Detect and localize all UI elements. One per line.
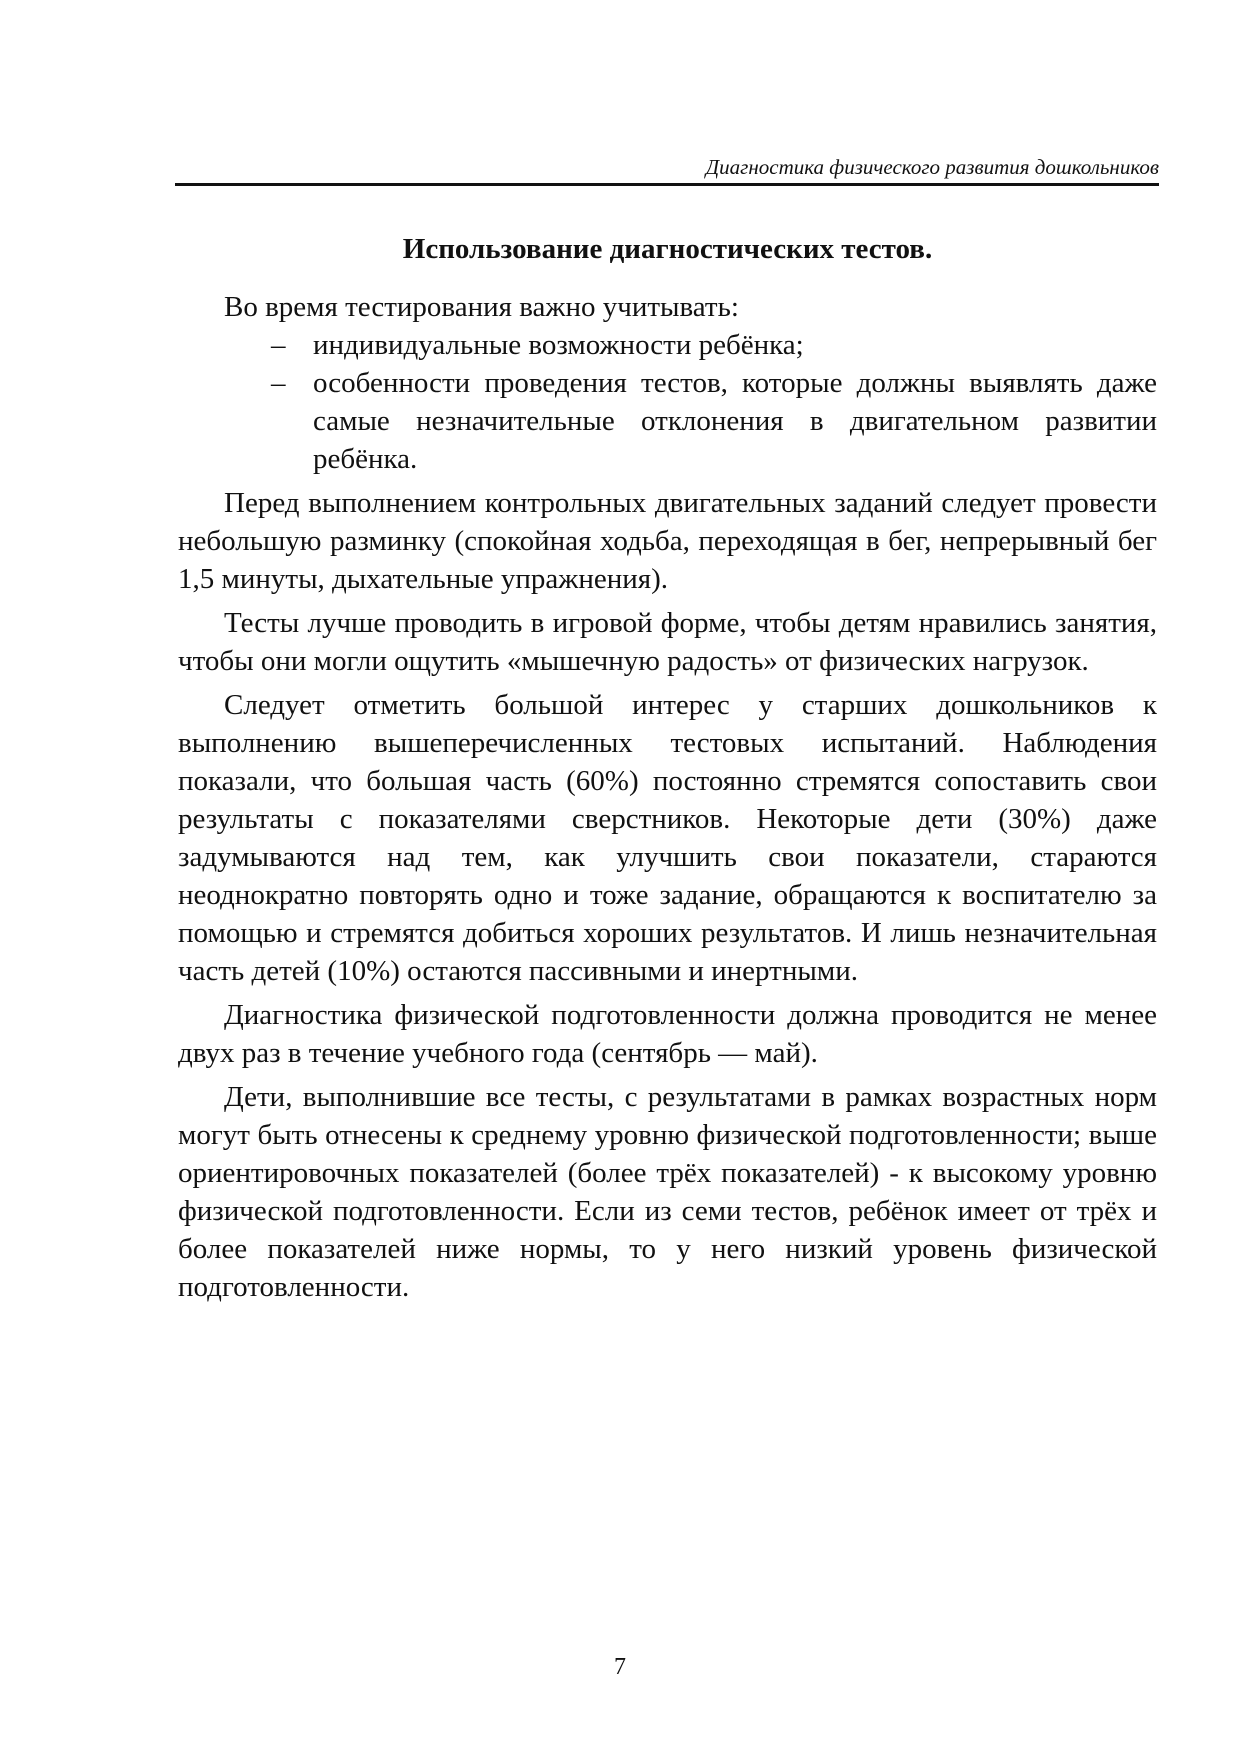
page-title: Использование диагностических тестов. [402,233,933,265]
dash-bullet: – [271,329,286,361]
list-item [271,326,1157,364]
paragraph-frequency: Диагностика физической подготовленности должна проводится не менее двух раз в течение учебного года (сентябрь — май). [178,999,1157,1069]
intro-paragraph: Во время тестирования важно учитывать: [224,291,739,323]
list-item-text: особенности проведения тестов, которые должны выявлять даже самые незначительные отклонения в двигательном развитии ребёнка. [313,367,1157,475]
paragraph-interest: Следует отметить большой интерес у старших дошкольников к выполнению вышеперечисленных тестовых испытаний. Наблюдения показали, что большая часть (60%) постоянно стремятся сопоставить свои результаты с показателями сверстников. Некоторые дети (30%) даже задумываются над тем, как улучшить свои показатели, стараются неоднократно повторять одно и тоже задание, обращаются к воспитателю за помощью и стремятся добиться хороших результатов. И лишь незначительная часть детей (10%) остаются пассивными и инертными. [178,689,1157,987]
page-number: 7 [614,1654,626,1680]
paragraph-levels: Дети, выполнившие все тесты, с результатами в рамках возрастных норм могут быть отнесены к среднему уровню физической подготовленности; выше ориентировочных показателей (более трёх показателей) - к высокому уровню физической подготовленности. Если из семи тестов, ребёнок имеет от трёх и более показателей ниже нормы, то у него низкий уровень физической подготовленности. [178,1081,1157,1303]
page-content [178,230,1157,1312]
list-item [271,364,1157,478]
paragraph-game-form: Тесты лучше проводить в игровой форме, чтобы детям нравились занятия, чтобы они могли ощутить «мышечную радость» от физических нагрузок. [178,607,1157,677]
conditions-list [178,326,1157,478]
dash-bullet: – [271,367,286,399]
paragraph-warmup: Перед выполнением контрольных двигательных заданий следует провести небольшую разминку (спокойная ходьба, переходящая в бег, непрерывный бег 1,5 минуты, дыхательные упражнения). [178,487,1157,595]
list-item-text: индивидуальные возможности ребёнка; [313,329,804,361]
running-header: Диагностика физического развития дошкольников [175,154,1159,186]
